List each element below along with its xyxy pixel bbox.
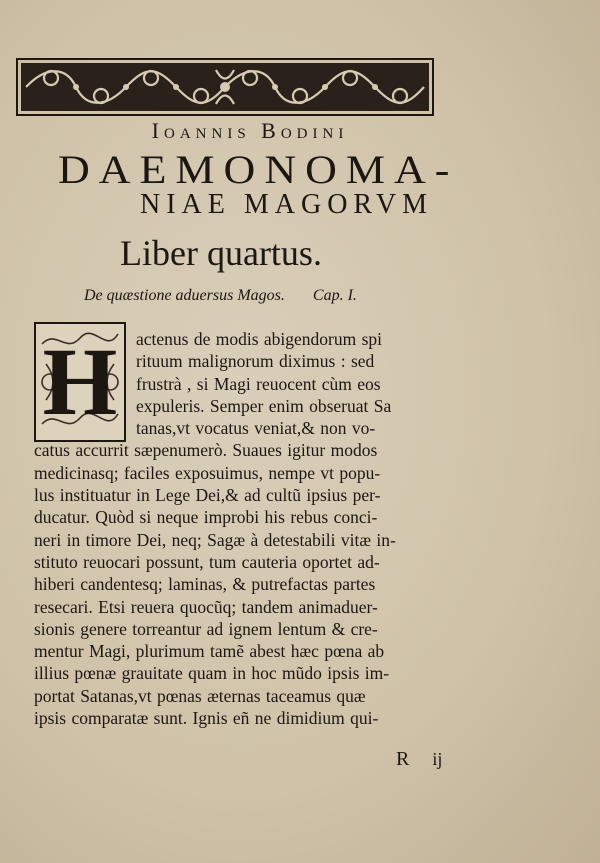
book-heading: Liber quartus. bbox=[120, 233, 322, 273]
text-line: hiberi candentesq; laminas, & putrefactas partes bbox=[34, 574, 376, 595]
body-text bbox=[34, 328, 464, 729]
chapter-number: Cap. I. bbox=[312, 287, 357, 304]
text-line: actenus de modis abigendorum spi bbox=[136, 329, 383, 349]
text-line: stituto reuocari possunt, tum cauteria oportet ad- bbox=[34, 551, 380, 572]
text-line: ducatur. Quòd si neque improbi his rebus conci- bbox=[34, 507, 378, 528]
text-line: ipsis comparatæ sunt. Ignis eñ ne dimidium qui- bbox=[34, 708, 379, 729]
text-line: medicinasq; faciles exposuimus, nempe vt popu- bbox=[34, 462, 381, 483]
title-line-1: DAEMONOMA- bbox=[58, 147, 459, 193]
text-line: illius pœnæ grauitate quam in hoc mũdo ipsis im- bbox=[34, 663, 390, 684]
text-line: neri in timore Dei, neq; Sagæ à detestabili vitæ in- bbox=[34, 529, 396, 550]
text-line: resecari. Etsi reuera quocũq; tandem animaduer- bbox=[34, 596, 378, 617]
initial-letter: H bbox=[42, 328, 118, 435]
text-line: mentur Magi, plurimum tamẽ abest hæc pœna ab bbox=[34, 641, 385, 662]
text-line: expuleris. Semper enim obseruat Sa bbox=[136, 395, 392, 416]
headpiece-ornament bbox=[16, 58, 434, 116]
chapter-title: De quæstione aduersus Magos. bbox=[84, 287, 285, 304]
chapter-heading bbox=[84, 287, 464, 305]
text-line: sionis genere torreantur ad ignem lentum & cre- bbox=[34, 618, 378, 639]
text-line: tanas,vt vocatus veniat,& non vo- bbox=[136, 418, 376, 439]
text-line: catus accurrit sæpenumerò. Suaues igitur modos bbox=[34, 440, 378, 461]
text-line: portat Satanas,vt pœnas æternas taceamus quæ bbox=[34, 685, 366, 706]
text-line: rituum malignorum diximus : sed bbox=[136, 351, 375, 372]
signature-mark: ij bbox=[432, 749, 443, 769]
text-line: lus instituatur in Lege Dei,& ad cultũ ipsius per- bbox=[34, 485, 381, 506]
title-line-2: NIAE MAGORVM bbox=[140, 189, 433, 220]
text-line: frustrà , si Magi reuocent cùm eos bbox=[136, 373, 381, 394]
author-name: Ioannis Bodini bbox=[151, 118, 349, 143]
catchword: R bbox=[396, 748, 410, 770]
page-footer bbox=[396, 748, 442, 771]
